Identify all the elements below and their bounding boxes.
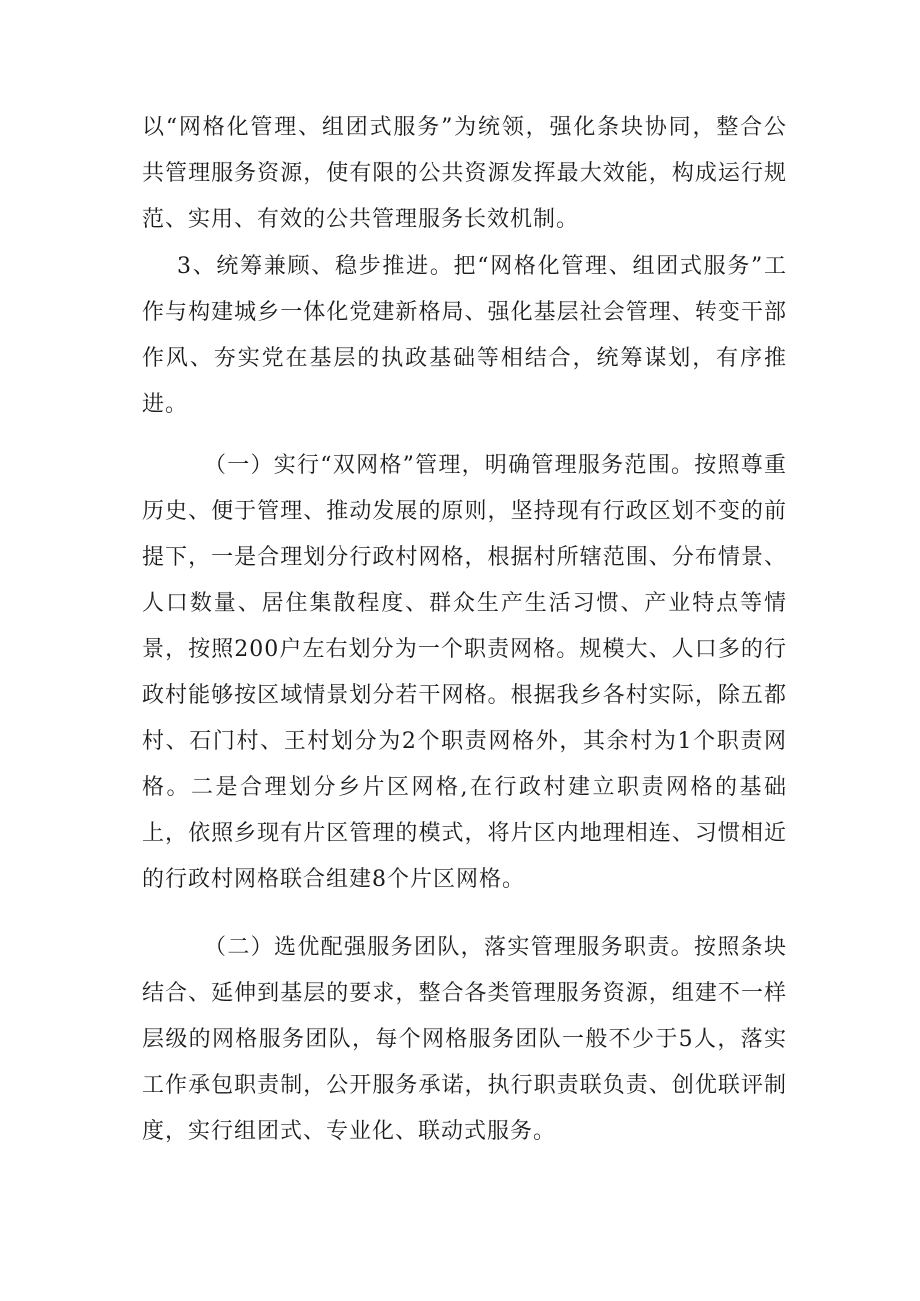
paragraph-intro-continued [142, 105, 787, 243]
paragraph-section-1 [142, 443, 787, 903]
paragraph-section-2 [142, 925, 787, 1155]
paragraph-text: 以“网格化管理、组团式服务”为统领，强化条块协同，整合公共管理服务资源，使有限的公共资源发挥最大效能，构成运行规范、实用、有效的公共管理服务长效机制。 [142, 115, 787, 232]
paragraph-point-3 [142, 244, 787, 428]
paragraph-text: （一）实行“双网格”管理，明确管理服务范围。按照尊重历史、便于管理、推动发展的原则，坚持现有行政区划不变的前提下，一是合理划分行政村网格，根据村所辖范围、分布情景、人口数量、居住集散程度、群众生产生活习惯、产业特点等情景，按照200户左右划分为一个职责网格。规模大、人口多的行政村能够按区域情景划分若干网格。根据我乡各村实际，除五都村、石门村、王村划分为2个职责网格外，其余村为1个职责网格。二是合理划分乡片区网格,在行政村建立职责网格的基础上，依照乡现有片区管理的模式，将片区内地理相连、习惯相近的行政村网格联合组建8个片区网格。 [142, 453, 787, 892]
paragraph-text: 3、统筹兼顾、稳步推进。把“网格化管理、组团式服务”工作与构建城乡一体化党建新格局、强化基层社会管理、转变干部作风、夯实党在基层的执政基础等相结合，统筹谋划，有序推进。 [142, 254, 787, 417]
paragraph-text: （二）选优配强服务团队，落实管理服务职责。按照条块结合、延伸到基层的要求，整合各类管理服务资源，组建不一样层级的网格服务团队，每个网格服务团队一般不少于5人，落实工作承包职责制，公开服务承诺，执行职责联负责、创优联评制度，实行组团式、专业化、联动式服务。 [142, 935, 787, 1144]
